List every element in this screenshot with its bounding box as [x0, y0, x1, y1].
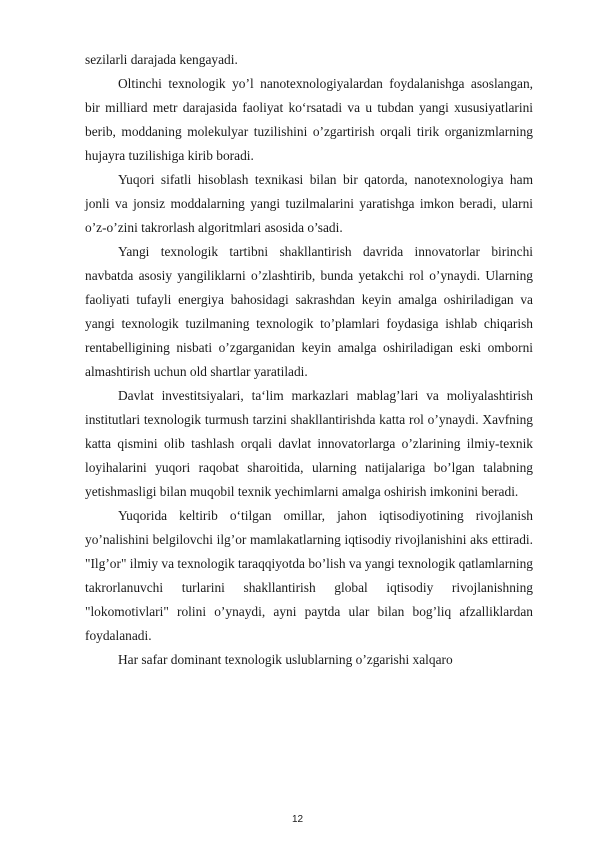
paragraph-innovators: Yangi texnologik tartibni shakllantirish davrida innovatorlar birinchi navbatda asosiy yangiliklarni o’zlashtirib, bunda yetakchi rol o’ynaydi. Ularning faoliyati tufayli energiya bahosidagi sakrashdan keyin amalga oshiriladigan va yangi texnologik tuzilmaning texnologik to’plamlari foydasiga ishlab chiqarish rentabelligining nisbati o’zgarganidan keyin amalga oshiriladigan eski omborni almashtirish uchun old shartlar yaratiladi. [85, 244, 533, 379]
paragraph-sixth-technological-way: Oltinchi texnologik yo’l nanotexnologiyalardan foydalanishga asoslangan, bir milliard metr darajasida faoliyat ko‘rsatadi va u tubdan yangi xususiyatlarini berib, moddaning molekulyar tuzilishini o’zgartirish orqali tirik organizmlarning hujayra tuzilishiga kirib boradi. [85, 76, 533, 163]
paragraph-nanotechnology: Yuqori sifatli hisoblash texnikasi bilan bir qatorda, nanotexnologiya ham jonli va jonsiz moddalarning yangi tuzilmalarini yaratishga imkon beradi, ularni o’z-o’zini takrorlash algoritmlari asosida o’sadi. [85, 172, 533, 235]
document-page [85, 48, 533, 672]
paragraph-advanced-countries: Yuqorida keltirib o‘tilgan omillar, jahon iqtisodiyotining rivojlanish yo’nalishini belgilovchi ilg’or mamlakatlarning iqtisodiy rivojlanishini aks ettiradi. "Ilg’or" ilmiy va texnologik taraqqiyotda bo’lish va yangi texnologik qatlamlarning takrorlanuvchi turlarini shakllantirish global iqtisodiy rivojlanishning "lokomotivlari" rolini o’ynaydi, ayni paytda ular bilan bog’liq afzalliklardan foydalanadi. [85, 508, 533, 643]
page-number: 12 [291, 814, 304, 825]
paragraph-dominant-styles: Har safar dominant texnologik uslublarning o’zgarishi xalqaro [118, 652, 453, 667]
paragraph-state-investments: Davlat investitsiyalari, ta‘lim markazlari mablag’lari va moliyalashtirish institutlari texnologik turmush tarzini shakllantirishda katta rol o’ynaydi. Xavfning katta qismini olib tashlash orqali davlat innovatorlarga o’zlarining ilmiy-texnik loyihalarini yuqori raqobat sharoitida, ularning natijalariga bo’lgan talabning yetishmasligi bilan muqobil texnik yechimlarni amalga oshirish imkonini beradi. [85, 388, 533, 499]
paragraph-continuation: sezilarli darajada kengayadi. [85, 52, 238, 67]
